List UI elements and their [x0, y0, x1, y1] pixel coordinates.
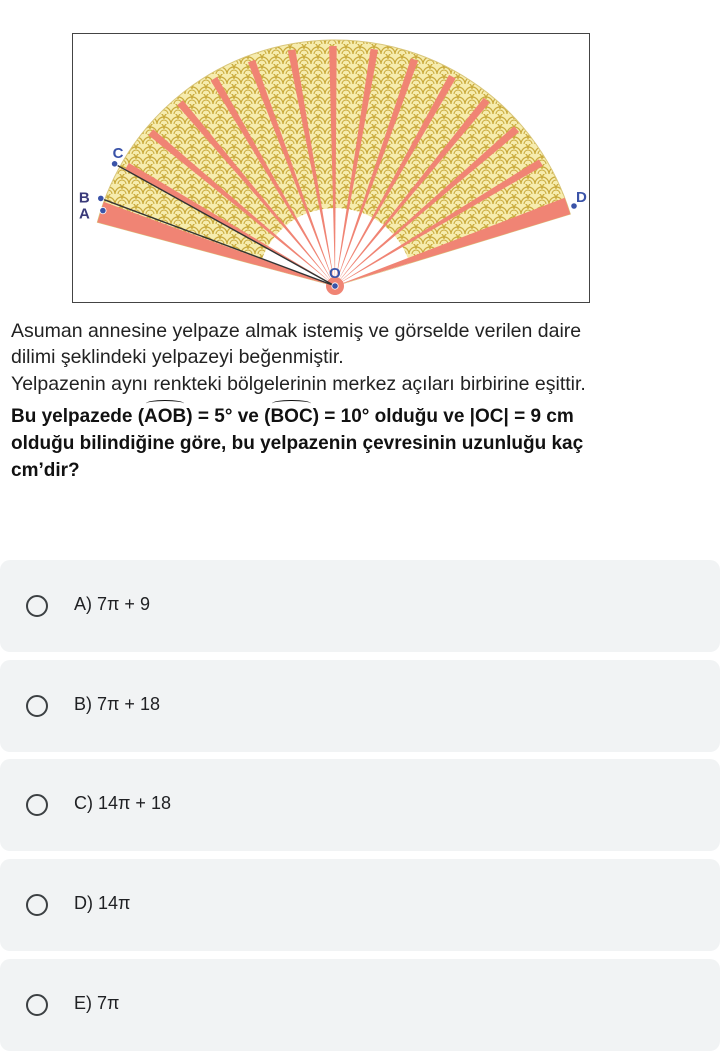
- option-c-label: C) 14π + 18: [74, 793, 171, 813]
- point-label-b: B: [78, 189, 90, 207]
- point-a: [100, 207, 106, 213]
- fan-figure: [72, 33, 590, 303]
- point-b: [98, 195, 104, 201]
- radio-circle-icon[interactable]: [26, 894, 48, 916]
- point-o: [332, 283, 338, 289]
- arc-boc: BOC: [270, 403, 312, 430]
- fan-diagram: [73, 34, 590, 303]
- point-label-a: A: [78, 205, 90, 223]
- radio-circle-icon[interactable]: [26, 695, 48, 717]
- option-a-label: A) 7π + 9: [74, 594, 150, 614]
- option-a[interactable]: [0, 560, 720, 652]
- radio-circle-icon[interactable]: [26, 794, 48, 816]
- question-line-1: Asuman annesine yelpaze almak istemiş ve görselde verilen daire: [11, 320, 582, 342]
- option-d-label: D) 14π: [74, 893, 131, 913]
- option-d[interactable]: [0, 859, 720, 951]
- question-bold-line-2: olduğu bilindiğine göre, bu yelpazenin çevresinin uzunluğu kaç: [11, 433, 584, 454]
- question-bold-line-3: cm’dir?: [11, 460, 80, 481]
- question-bold-pre: Bu yelpazede (: [11, 406, 145, 427]
- question-text: [11, 318, 716, 484]
- arc-aob: AOB: [144, 403, 186, 430]
- point-label-d: D: [575, 189, 587, 207]
- question-bold-mid-1: ) = 5° ve (: [186, 406, 271, 427]
- question-line-2: dilimi şeklindeki yelpazeyi beğenmiştir.: [11, 346, 344, 368]
- radio-circle-icon[interactable]: [26, 994, 48, 1016]
- option-c[interactable]: [0, 759, 720, 851]
- option-e-label: E) 7π: [74, 993, 120, 1013]
- option-b-label: B) 7π + 18: [74, 694, 160, 714]
- option-b[interactable]: [0, 660, 720, 752]
- radio-circle-icon[interactable]: [26, 595, 48, 617]
- question-bold-line-1: [11, 403, 716, 430]
- option-e[interactable]: [0, 959, 720, 1051]
- point-label-c: C: [112, 144, 124, 162]
- question-line-3: Yelpazenin aynı renkteki bölgelerinin merkez açıları birbirine eşittir.: [11, 373, 586, 395]
- question-bold-mid-2: ) = 10° olduğu ve |OC| = 9 cm: [312, 406, 574, 427]
- point-label-o: O: [329, 265, 341, 282]
